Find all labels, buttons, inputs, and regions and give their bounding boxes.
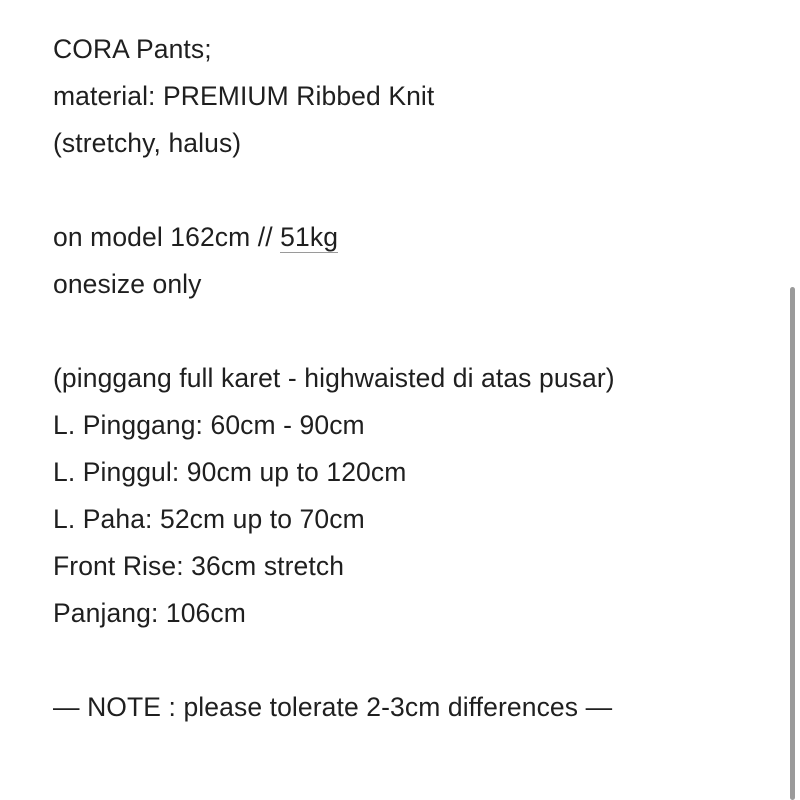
model-info-line (53, 214, 773, 261)
description-text (53, 26, 773, 731)
scrollbar-thumb[interactable] (790, 287, 795, 800)
size-line: onesize only (53, 269, 202, 299)
weight-link[interactable]: 51kg (280, 222, 339, 252)
model-height-text: on model 162cm // (53, 222, 281, 252)
vertical-scrollbar[interactable] (787, 0, 797, 800)
product-name: CORA Pants; (53, 34, 212, 64)
waist-measurement: L. Pinggang: 60cm - 90cm (53, 410, 365, 440)
material-note: (stretchy, halus) (53, 128, 242, 158)
tolerance-note: — NOTE : please tolerate 2-3cm differences — (53, 692, 613, 722)
waist-note: (pinggang full karet - highwaisted di atas pusar) (53, 363, 615, 393)
front-rise-measurement: Front Rise: 36cm stretch (53, 551, 345, 581)
length-measurement: Panjang: 106cm (53, 598, 246, 628)
blank-line (53, 167, 773, 214)
blank-line (53, 308, 773, 355)
hip-measurement: L. Pinggul: 90cm up to 120cm (53, 457, 407, 487)
thigh-measurement: L. Paha: 52cm up to 70cm (53, 504, 365, 534)
material-line: material: PREMIUM Ribbed Knit (53, 81, 435, 111)
blank-line (53, 637, 773, 684)
